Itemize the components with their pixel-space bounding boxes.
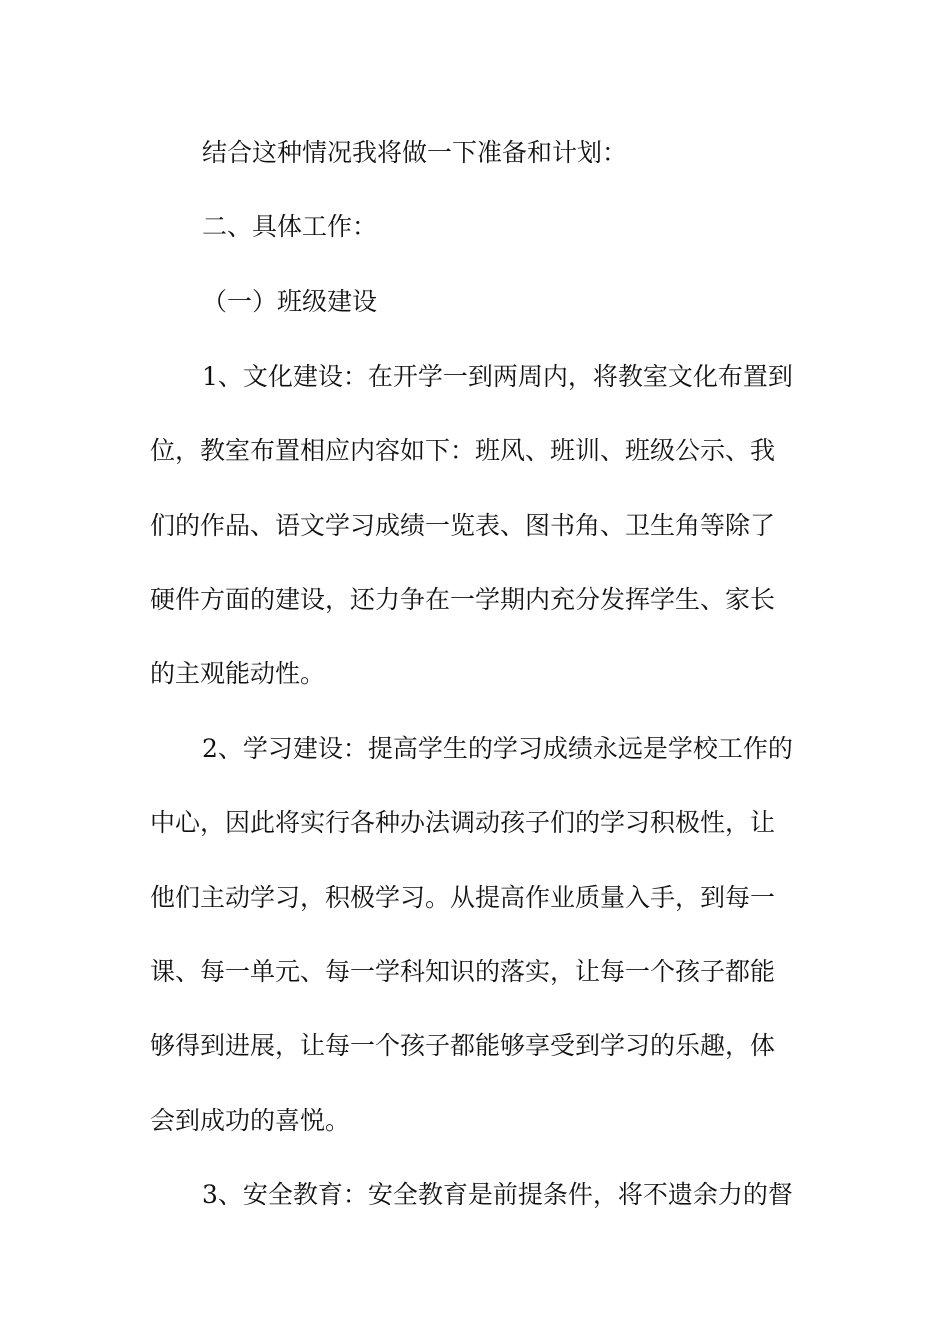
paragraph-intro: 结合这种情况我将做一下准备和计划： — [202, 138, 628, 167]
subsection-heading-class-building: （一）班级建设 — [202, 287, 378, 316]
paragraph-study-line-3: 他们主动学习，积极学习。从提高作业质量入手，到每一 — [150, 883, 776, 912]
paragraph-culture-line-5: 的主观能动性。 — [150, 659, 326, 688]
paragraph-culture-line-4: 硬件方面的建设，还力争在一学期内充分发挥学生、家长 — [150, 585, 776, 614]
paragraph-study-line-2: 中心，因此将实行各种办法调动孩子们的学习积极性，让 — [150, 808, 776, 837]
paragraph-culture-line-3: 们的作品、语文学习成绩一览表、图书角、卫生角等除了 — [150, 511, 776, 540]
paragraph-culture-line-2: 位，教室布置相应内容如下：班风、班训、班级公示、我 — [150, 436, 776, 465]
section-heading-specific-work: 二、具体工作： — [202, 212, 378, 241]
paragraph-study-line-5: 够得到进展，让每一个孩子都能够享受到学习的乐趣，体 — [150, 1031, 776, 1060]
paragraph-culture-line-1: 1、文化建设：在开学一到两周内，将教室文化布置到 — [202, 362, 793, 391]
paragraph-study-line-6: 会到成功的喜悦。 — [150, 1106, 351, 1135]
paragraph-study-line-1: 2、学习建设：提高学生的学习成绩永远是学校工作的 — [202, 734, 793, 763]
paragraph-study-line-4: 课、每一单元、每一学科知识的落实，让每一个孩子都能 — [150, 957, 776, 986]
paragraph-safety-line-1: 3、安全教育：安全教育是前提条件，将不遗余力的督 — [202, 1180, 793, 1209]
